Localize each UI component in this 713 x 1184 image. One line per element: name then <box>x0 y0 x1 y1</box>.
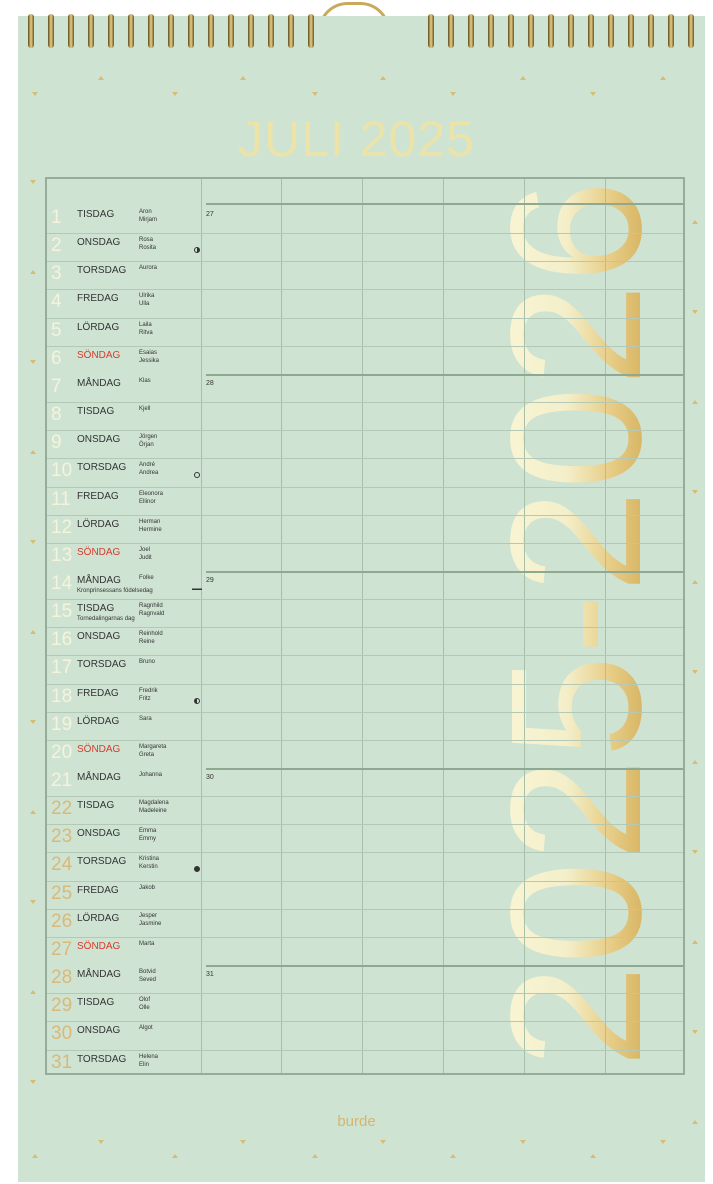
day-row <box>47 824 683 852</box>
weekday-name: TISDAG <box>77 603 115 615</box>
day-row <box>47 599 683 627</box>
decor-triangle <box>30 180 36 184</box>
weekday-name: SÖNDAG <box>77 940 121 952</box>
day-number: 26 <box>51 910 73 932</box>
spiral-ring <box>468 14 474 48</box>
decor-triangle <box>312 1154 318 1158</box>
day-number: 6 <box>51 347 62 369</box>
name-day: Laila Ritva <box>139 321 153 336</box>
holiday-note: Kronprinsessans födelsedag <box>77 587 153 594</box>
name-day: Ragnhild Ragnvald <box>139 603 165 618</box>
decor-triangle <box>660 76 666 80</box>
decor-triangle <box>692 1120 698 1124</box>
spiral-ring <box>528 14 534 48</box>
name-day: Bruno <box>139 659 156 666</box>
decor-triangle <box>450 92 456 96</box>
name-day: Esaias Jessika <box>139 349 160 364</box>
name-day: Jesper Jasmine <box>139 912 162 927</box>
day-number: 18 <box>51 685 73 707</box>
day-grid <box>45 177 685 1075</box>
day-row <box>47 346 683 374</box>
day-number: 19 <box>51 713 73 735</box>
name-day: Ulrika Ulla <box>139 293 155 308</box>
day-number: 27 <box>51 938 73 960</box>
day-number: 13 <box>51 544 73 566</box>
name-day: Marta <box>139 940 155 947</box>
spiral-ring <box>88 14 94 48</box>
day-number: 2 <box>51 235 62 257</box>
day-row <box>47 909 683 937</box>
day-row <box>47 768 683 796</box>
day-number: 20 <box>51 741 73 763</box>
day-row <box>47 852 683 880</box>
day-number: 1 <box>51 207 62 228</box>
name-day: Klas <box>139 377 151 384</box>
decor-triangle <box>692 310 698 314</box>
spiral-ring <box>568 14 574 48</box>
name-day: Fredrik Fritz <box>139 687 158 702</box>
decor-triangle <box>240 76 246 80</box>
spiral-ring <box>248 14 254 48</box>
weekday-name: MÅNDAG <box>77 574 121 586</box>
decor-triangle <box>30 270 36 274</box>
day-number: 12 <box>51 516 73 538</box>
decor-triangle <box>692 400 698 404</box>
day-row <box>47 740 683 768</box>
day-row <box>47 937 683 965</box>
name-day: Jörgen Örjan <box>139 434 158 449</box>
day-number: 10 <box>51 460 73 482</box>
decor-triangle <box>692 760 698 764</box>
name-day: Helena Elin <box>139 1053 159 1068</box>
day-number: 15 <box>51 601 73 623</box>
moon-phase-icon <box>194 698 200 704</box>
moon-phase-icon <box>194 866 200 872</box>
name-day: Folke <box>139 574 154 581</box>
name-day: Sara <box>139 715 152 722</box>
spiral-ring <box>288 14 294 48</box>
name-day: Margareta Greta <box>139 743 167 758</box>
day-row <box>47 1021 683 1049</box>
day-number: 17 <box>51 657 73 679</box>
name-day: Johanna <box>139 772 163 778</box>
decor-triangle <box>30 630 36 634</box>
spiral-ring <box>168 14 174 48</box>
spiral-ring <box>608 14 614 48</box>
decor-triangle <box>590 1154 596 1158</box>
day-row <box>47 318 683 346</box>
day-number: 4 <box>51 291 62 313</box>
decor-triangle <box>380 1140 386 1144</box>
decor-triangle <box>30 900 36 904</box>
decor-triangle <box>30 720 36 724</box>
day-number: 28 <box>51 967 73 989</box>
weekday-name: TISDAG <box>77 800 115 812</box>
spiral-binding <box>18 14 705 50</box>
weekday-name: TISDAG <box>77 997 115 1009</box>
weekday-name: FREDAG <box>77 490 119 502</box>
day-row <box>47 881 683 909</box>
decor-triangle <box>30 540 36 544</box>
flag-day-icon: ▬▬ <box>192 585 202 592</box>
weekday-name: TORSDAG <box>77 265 127 277</box>
day-row <box>47 205 683 233</box>
day-row <box>47 430 683 458</box>
day-row <box>47 684 683 712</box>
weekday-name: FREDAG <box>77 884 119 896</box>
day-number: 8 <box>51 404 62 426</box>
weekday-name: TORSDAG <box>77 462 127 474</box>
day-row <box>47 1050 683 1078</box>
name-day: Reinhold Reine <box>139 631 163 646</box>
day-number: 7 <box>51 375 62 397</box>
decor-triangle <box>660 1140 666 1144</box>
day-row <box>47 289 683 317</box>
day-number: 11 <box>51 488 71 510</box>
spiral-ring <box>228 14 234 48</box>
spiral-ring <box>548 14 554 48</box>
weekday-name: TORSDAG <box>77 856 127 868</box>
spiral-ring <box>48 14 54 48</box>
month-title: JULI 2025 <box>238 111 475 167</box>
spiral-ring <box>448 14 454 48</box>
decor-triangle <box>380 76 386 80</box>
decor-triangle <box>520 76 526 80</box>
spiral-ring <box>148 14 154 48</box>
weekday-name: TISDAG <box>77 209 115 220</box>
spiral-ring <box>668 14 674 48</box>
day-row <box>47 543 683 571</box>
day-row <box>47 993 683 1021</box>
spiral-ring <box>628 14 634 48</box>
name-day: Emma Emmy <box>139 828 157 843</box>
decor-triangle <box>98 1140 104 1144</box>
decor-triangle <box>312 92 318 96</box>
day-row <box>47 965 683 993</box>
week-number: 29 <box>206 576 214 584</box>
decor-triangle <box>692 490 698 494</box>
name-day: Aurora <box>139 265 158 272</box>
decor-triangle <box>692 850 698 854</box>
day-row <box>47 796 683 824</box>
weekday-name: ONSDAG <box>77 828 121 840</box>
decor-triangle <box>30 360 36 364</box>
brand-logo: burde <box>337 1113 376 1130</box>
day-number: 21 <box>51 770 73 791</box>
day-number: 31 <box>51 1051 73 1073</box>
decor-triangle <box>692 580 698 584</box>
spiral-ring <box>68 14 74 48</box>
day-number: 5 <box>51 319 62 341</box>
name-day: Kristina Kerstin <box>139 856 160 871</box>
week-number: 31 <box>206 971 214 979</box>
name-day: Rosa Rosita <box>139 237 157 252</box>
weekday-name: MÅNDAG <box>77 969 121 981</box>
day-row <box>47 458 683 486</box>
weekday-name: ONSDAG <box>77 237 121 249</box>
spiral-ring <box>508 14 514 48</box>
name-day: Botvid Seved <box>139 969 157 984</box>
day-row <box>47 261 683 289</box>
week-number: 30 <box>206 774 214 781</box>
day-number: 30 <box>51 1023 73 1045</box>
day-number: 16 <box>51 629 73 651</box>
decor-triangle <box>172 92 178 96</box>
decor-triangle <box>30 990 36 994</box>
weekday-name: FREDAG <box>77 293 119 305</box>
day-number: 24 <box>51 854 73 876</box>
weekday-name: TISDAG <box>77 406 115 418</box>
name-day: Olof Olle <box>139 997 151 1012</box>
name-day: Herman Hermine <box>139 518 162 533</box>
spiral-ring <box>688 14 694 48</box>
decor-triangle <box>32 92 38 96</box>
day-row <box>47 515 683 543</box>
decor-triangle <box>30 450 36 454</box>
decor-triangle <box>450 1154 456 1158</box>
spiral-ring <box>648 14 654 48</box>
name-day: Aron Mirjam <box>139 209 157 223</box>
day-number: 14 <box>51 572 73 594</box>
holiday-note: Tornedalingarnas dag <box>77 616 135 623</box>
weekday-name: LÖRDAG <box>77 321 120 333</box>
weekday-name: LÖRDAG <box>77 912 120 924</box>
spiral-ring <box>188 14 194 48</box>
moon-phase-icon <box>194 472 200 478</box>
day-row <box>47 374 683 402</box>
decor-triangle <box>98 76 104 80</box>
weekday-name: TORSDAG <box>77 1053 127 1065</box>
spiral-ring <box>428 14 434 48</box>
decor-triangle <box>692 670 698 674</box>
weekday-name: TORSDAG <box>77 659 127 671</box>
decor-triangle <box>692 940 698 944</box>
weekday-name: ONSDAG <box>77 434 121 446</box>
day-row <box>47 655 683 683</box>
spiral-ring <box>268 14 274 48</box>
decor-triangle <box>520 1140 526 1144</box>
weekday-name: MÅNDAG <box>77 772 121 783</box>
weekday-name: ONSDAG <box>77 1025 121 1037</box>
decor-triangle <box>30 810 36 814</box>
day-row <box>47 571 683 599</box>
name-day: Jakob <box>139 884 156 891</box>
day-row <box>47 487 683 515</box>
day-number: 9 <box>51 432 62 454</box>
day-number: 23 <box>51 826 73 848</box>
week-number: 27 <box>206 211 214 218</box>
weekday-name: LÖRDAG <box>77 715 120 727</box>
decor-triangle <box>240 1140 246 1144</box>
decor-triangle <box>172 1154 178 1158</box>
day-number: 22 <box>51 798 73 820</box>
day-row <box>47 233 683 261</box>
weekday-name: LÖRDAG <box>77 518 120 530</box>
spiral-ring <box>28 14 34 48</box>
weekday-name: SÖNDAG <box>77 743 121 755</box>
day-number: 25 <box>51 882 73 904</box>
weekday-name: SÖNDAG <box>77 349 121 361</box>
name-day: Kjell <box>139 406 151 413</box>
spiral-ring <box>488 14 494 48</box>
name-day: Joel Judit <box>139 546 152 561</box>
name-day: Eleonora Ellinor <box>139 490 164 505</box>
decor-triangle <box>692 1030 698 1034</box>
day-number: 3 <box>51 263 62 285</box>
weekday-name: ONSDAG <box>77 631 121 643</box>
day-row <box>47 712 683 740</box>
spiral-ring <box>208 14 214 48</box>
spiral-ring <box>128 14 134 48</box>
spiral-ring <box>308 14 314 48</box>
name-day: Algot <box>139 1025 153 1032</box>
day-row <box>47 402 683 430</box>
spiral-ring <box>588 14 594 48</box>
decor-triangle <box>32 1154 38 1158</box>
day-number: 29 <box>51 995 73 1017</box>
decor-triangle <box>590 92 596 96</box>
week-number: 28 <box>206 379 214 387</box>
decor-triangle <box>30 1080 36 1084</box>
weekday-name: SÖNDAG <box>77 546 121 558</box>
day-row <box>47 627 683 655</box>
moon-phase-icon <box>194 247 200 253</box>
decor-triangle <box>692 220 698 224</box>
spiral-ring <box>108 14 114 48</box>
weekday-name: MÅNDAG <box>77 377 121 389</box>
weekday-name: FREDAG <box>77 687 119 699</box>
name-day: André Andrea <box>139 462 159 477</box>
big-year-text: 2025-2026 <box>473 178 680 1068</box>
name-day: Magdalena Madeleine <box>139 800 169 815</box>
